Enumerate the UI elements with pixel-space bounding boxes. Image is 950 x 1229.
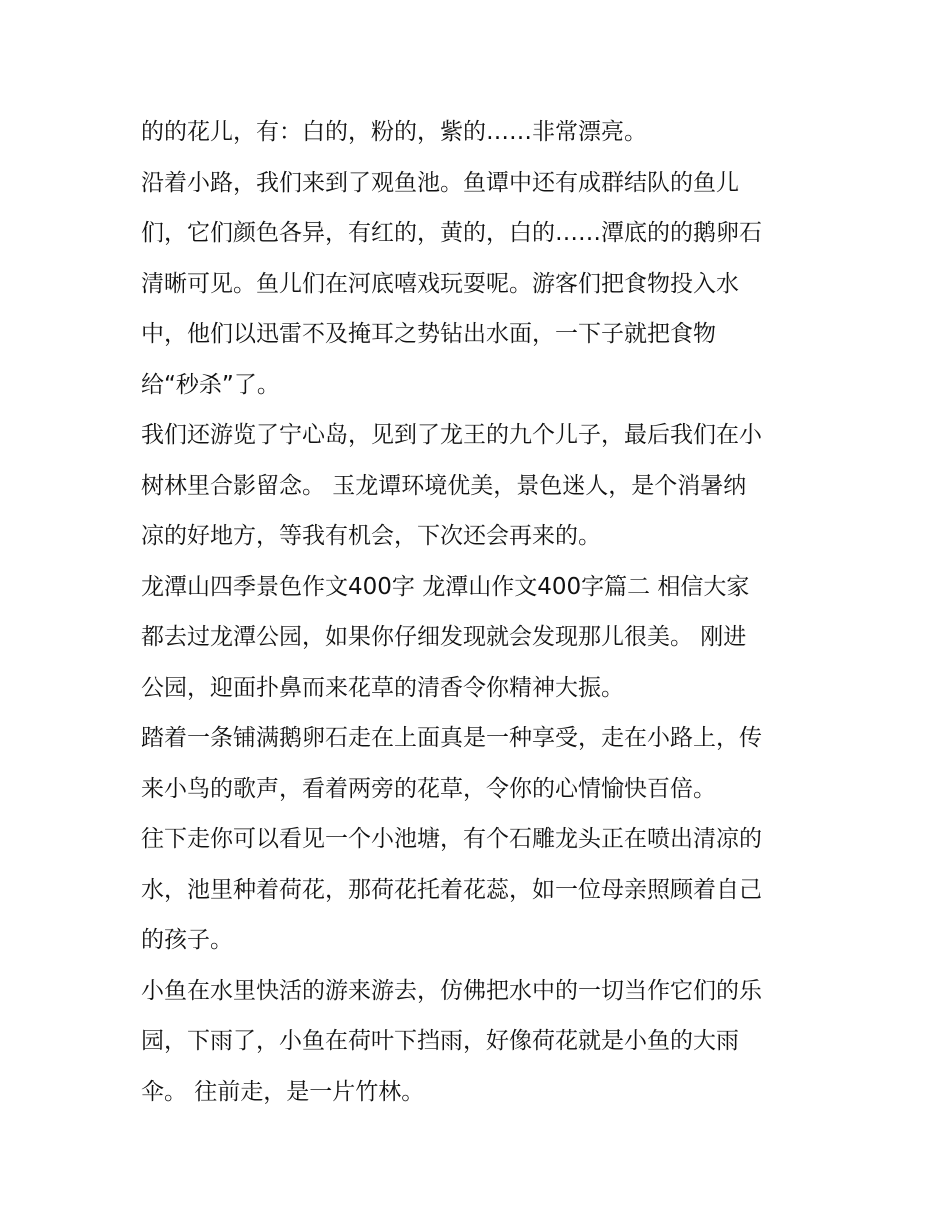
- text-line: 公园，迎面扑鼻而来花草的清香令你精神大振。: [141, 674, 624, 701]
- text-line: 小鱼在水里快活的游来游去，仿佛把水中的一切当作它们的乐: [141, 977, 762, 1004]
- text-line: 水，池里种着荷花，那荷花托着花蕊，如一位母亲照顾着自己: [141, 876, 762, 903]
- text-line: 凉的好地方，等我有机会，下次还会再来的。: [141, 523, 601, 549]
- text-line: 伞。 往前走，是一片竹林。: [141, 1078, 425, 1105]
- text-line: 园，下雨了，小鱼在荷叶下挡雨，好像荷花就是小鱼的大雨: [141, 1028, 739, 1054]
- text-line: 龙潭山四季景色作文400字 龙潭山作文400字篇二 相信大家: [141, 573, 750, 600]
- text-line: 我们还游览了宁心岛，见到了龙王的九个儿子，最后我们在小: [141, 422, 762, 448]
- text-line: 们，它们颜色各异，有红的，黄的，白的……潭底的的鹅卵石: [141, 220, 762, 246]
- text-line: 的的花儿，有：白的，粉的，紫的……非常漂亮。: [141, 119, 647, 145]
- document-body: [141, 107, 821, 1117]
- text-line: 都去过龙潭公园，如果你仔细发现就会发现那儿很美。 刚进: [141, 624, 747, 650]
- text-line: 树林里合影留念。 玉龙谭环境优美，景色迷人，是个消暑纳: [141, 472, 747, 499]
- text-line: 清晰可见。鱼儿们在河底嘻戏玩耍呢。游客们把食物投入水: [141, 270, 739, 297]
- text-line: 中，他们以迅雷不及掩耳之势钻出水面，一下子就把食物: [141, 321, 716, 347]
- text-line: 的孩子。: [141, 927, 233, 953]
- text-line: 踏着一条铺满鹅卵石走在上面真是一种享受，走在小路上，传: [141, 725, 762, 751]
- text-line: 给“秒杀”了。: [141, 371, 280, 398]
- text-line: 往下走你可以看见一个小池塘，有个石雕龙头正在喷出清凉的: [141, 826, 762, 852]
- text-line: 沿着小路，我们来到了观鱼池。鱼谭中还有成群结队的鱼儿: [141, 169, 739, 196]
- text-line: 来小鸟的歌声，看着两旁的花草，令你的心情愉快百倍。: [141, 775, 716, 802]
